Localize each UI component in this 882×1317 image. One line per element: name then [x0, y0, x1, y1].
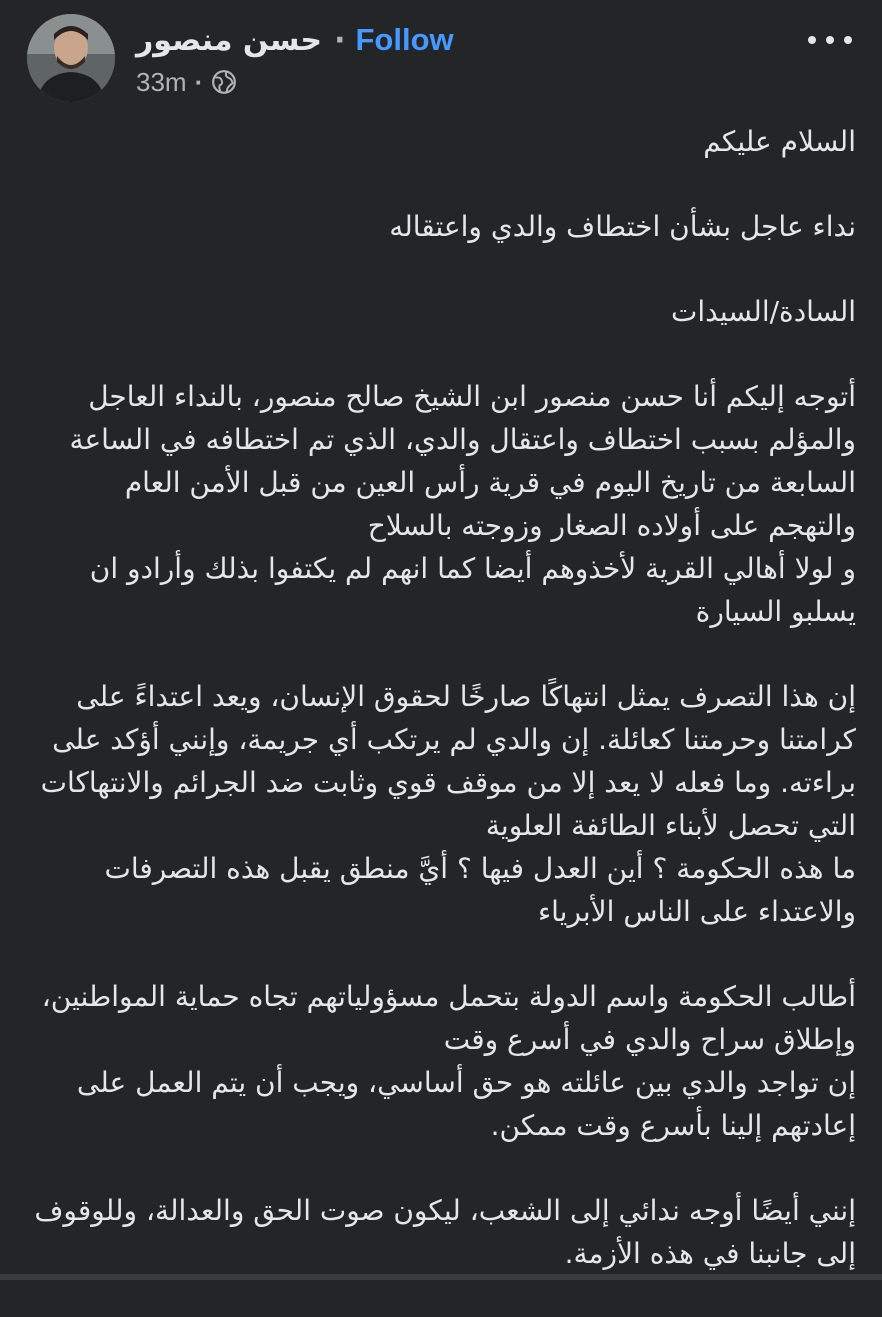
author-line: [136, 18, 454, 62]
meta-separator: ·: [194, 66, 204, 97]
post-timestamp[interactable]: 33m: [136, 66, 187, 97]
more-options-icon[interactable]: [808, 30, 852, 50]
post-paragraph: نداء عاجل بشأن اختطاف والدي واعتقاله: [389, 210, 856, 243]
post-paragraph: السلام عليكم: [703, 125, 856, 158]
name-separator: ·: [334, 22, 346, 58]
more-dot: [808, 36, 816, 44]
more-dot: [844, 36, 852, 44]
author-name[interactable]: حسن منصور: [136, 22, 323, 58]
post-paragraph: أطالب الحكومة واسم الدولة بتحمل مسؤولياتهم تجاه حماية المواطنين، وإطلاق سراح والدي في أسرع وقت إن تواجد والدي بين عائلته هو حق أساسي، ويجب أن يتم العمل على إعادتهم إلينا بأسرع وقت ممكن.: [41, 980, 856, 1142]
globe-icon[interactable]: [211, 69, 237, 95]
post-text: [30, 120, 856, 1317]
post-paragraph: السادة/السيدات: [671, 295, 856, 328]
more-dot: [826, 36, 834, 44]
post-header: [0, 0, 882, 115]
avatar-photo-icon: [27, 14, 115, 102]
post-paragraph: إنني أيضًا أوجه ندائي إلى الشعب، ليكون صوت الحق والعدالة، وللوقوف إلى جانبنا في هذه الأزمة.: [34, 1194, 856, 1270]
avatar[interactable]: [27, 14, 115, 102]
post-paragraph: إن هذا التصرف يمثل انتهاكًا صارخًا لحقوق الإنسان، ويعد اعتداءً على كرامتنا وحرمتنا كعائلة. إن والدي لم يرتكب أي جريمة، وإنني أؤكد على براءته. وما فعله لا يعد إلا من موقف قوي وثابت ضد الجرائم والانتهاكات التي تحصل لأبناء الطائفة العلوية ما هذه الحكومة ؟ أين العدل فيها ؟ أيَّ منطق يقبل هذه التصرفات والاعتداء على الناس الأبرياء: [40, 680, 856, 928]
follow-button[interactable]: Follow: [355, 22, 454, 57]
post-meta: [136, 64, 237, 100]
post-paragraph: أتوجه إليكم أنا حسن منصور ابن الشيخ صالح منصور، بالنداء العاجل والمؤلم بسبب اختطاف واعتقال والدي، الذي تم اختطافه في الساعة السابعة من تاريخ اليوم في قرية رأس العين من قبل الأمن العام والتهجم على أولاده الصغار وزوجته بالسلاح و لولا أهالي القرية لأخذوهم أيضا كما انهم لم يكتفوا بذلك وأرادو ان يسلبو السيارة: [69, 380, 856, 628]
next-post-edge: [0, 1274, 882, 1280]
